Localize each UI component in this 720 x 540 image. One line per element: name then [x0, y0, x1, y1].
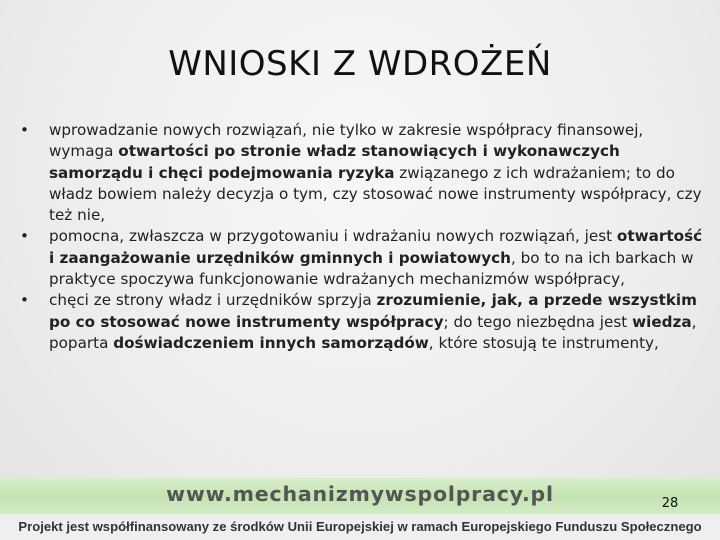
- bullet-text: , poparta: [49, 312, 697, 352]
- bullet-text: , które stosują te instrumenty,: [428, 333, 659, 352]
- slide-title: WNIOSKI Z WDROŻEŃ: [168, 44, 552, 84]
- bullet-text: ; do tego niezbędna jest: [443, 312, 633, 331]
- bullet-list: [20, 120, 710, 354]
- bullet-text: , bo to na ich barkach w praktyce spoczywa funkcjonowanie wdrażanych mechanizmów współpracy,: [49, 248, 694, 289]
- bullet-text: pomocna, zwłaszcza w przygotowaniu i wdrażaniu nowych rozwiązań, jest: [49, 227, 617, 246]
- bullet-emphasis: otwartości po stronie władz stanowiących i wykonawczych samorządu i chęci podejmowania ryzyka: [49, 142, 620, 182]
- bullet-icon: •: [20, 227, 29, 246]
- bullet-emphasis: wiedza: [632, 312, 692, 331]
- bullet-item: [20, 290, 710, 354]
- bullet-text: wprowadzanie nowych rozwiązań, nie tylko w zakresie współpracy finansowej, wymaga: [49, 121, 644, 161]
- bullet-emphasis: doświadczeniem innych samorządów: [113, 333, 429, 352]
- funding-notice: Projekt jest współfinansowany ze środków Unii Europejskiej w ramach Europejskiego Funduszu Społecznego: [18, 519, 702, 534]
- bullet-item: [20, 120, 710, 226]
- bullet-emphasis: zrozumienie, jak, a przede wszystkim po co stosować nowe instrumenty współpracy: [49, 291, 697, 331]
- bullet-text: związanego z ich wdrażaniem; to do władz bowiem należy decyzja o tym, czy stosować nowe instrumenty współpracy, czy też nie,: [49, 163, 702, 225]
- bullet-emphasis: otwartość i zaangażowanie urzędników gminnych i powiatowych: [49, 227, 703, 267]
- bullet-item: [20, 226, 710, 290]
- website-url: www.mechanizmywspolpracy.pl: [166, 482, 554, 506]
- bullet-icon: •: [20, 121, 29, 139]
- page-number: 28: [661, 496, 679, 511]
- bullet-icon: •: [20, 291, 29, 310]
- bullet-text: chęci ze strony władz i urzędników sprzyja: [49, 291, 377, 310]
